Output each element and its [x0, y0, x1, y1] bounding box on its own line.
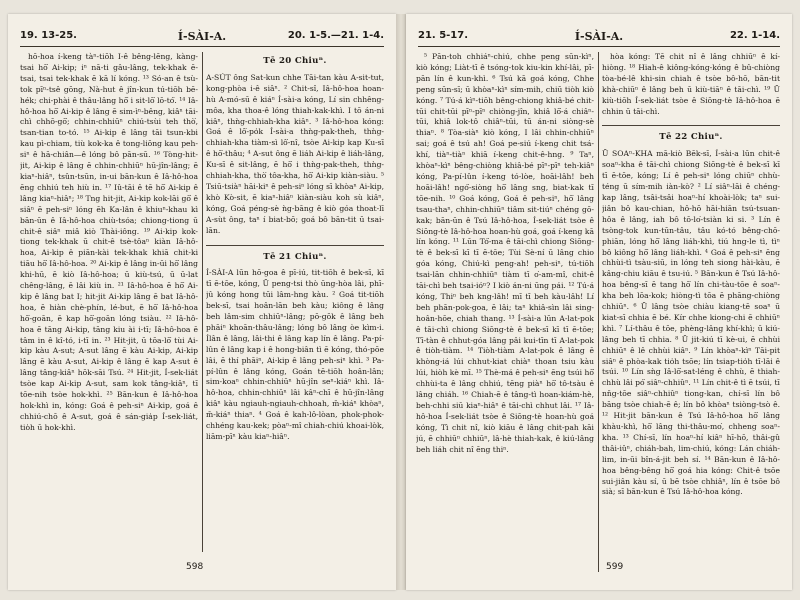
- right-header-ref-left: 21. 5-17.: [418, 30, 469, 41]
- left-header-ref-left: 19. 13-25.: [20, 30, 77, 41]
- right-header-ref-right: 22. 1-14.: [729, 30, 780, 41]
- chapter-22-title: Tē 22 Chiuⁿ.: [659, 132, 723, 143]
- left-running-header: [20, 28, 384, 47]
- left-col1-text: hō-hoa í-keng tàⁿ-tiōh I-ê bêng-lēng, kàng-tsai hō͘ Ai-kip; iⁿ nā-ti gâu-lâng, tek-khak ē-tsai, tsai tek-khak ē kā lí kóng. ¹³ Só-an ê tsù-tok pīⁿ-tsê gōng, Nà-hut ê jîn-kun tú-tiōh bē-hék; chi-phài ê thâu-lâng hō͘ i sit-lō͘ lō-tó͘. ¹⁴ Iâ-hô-hoa hō͘ Ai-kip ê lâng ē sim-ìⁿ-bêng, kiâⁿ tāi-chì chhō-gō͘; chhin-chhiūⁿ chiú-tsùi teh thò͘, tsan-tian to-tó. ¹⁵ Ai-kip ê lâng tāi tsun-kbi kau pì-chiam, tiù kok-ka ê tong-liōng kau peh-siⁿ ê hā-chiân—ê lóng bô pān-sū. ¹⁶ Tòng-hit-jit, Ai-kip ê lâng ē chhin-chhiūⁿ hū-jîn-lâng; ē kiaⁿ-hiâⁿ, tsûn-tsūn, in-ui bān-kun ê Iâ-hô-hoa ēng chhiú teh hiù in. ¹⁷ Iû-tāi ê tē hō͘ Ai-kip ê lâng kiaⁿ-hiâⁿ; ¹⁸ Tng hit-jit, Ai-kip kok-lāi gō͘ ê siâⁿ ē peh-siⁿ lóng ēh Ka-lân ê khiuⁿ-khau kì bān-ūn ê Iâ-hô-hoa chiù-tsóa; chiong-tiong ū chit-ê siâⁿ miâ kiò Thài-iông. ¹⁹ Ai-kip kok-tiong tek-khak ū chit-ê tsè-tôaⁿ kiàn Iâ-hô-hoa, Ai-kip ê piān-kài tek-khak khiā chit-ki tiāu hō͘ Iâ-hô-hoa. ²⁰ Ai-kip ê lâng in-ūi hō͘ lâng khi-hū, ē kiò Iâ-hô-hoa; ū kiù-tsú, ū ū-lat chêng-lâng, ē lâi kiù in. ²¹ Iâ-hô-hoa ē hō͘ Ai-kip ê lâng bat I; hit-jit Ai-kip lâng ē bat Iâ-hô-hoa, ē hiàn chè-phín, lé-but, ē hō͘ Iâ-hô-hoa hō͘-goān, ē kap hō͘-goān lóng tsiàu. ²² Iâ-hô-hoa ē tāng Ai-kip, tāng kiu ài i-tī; Iâ-hô-hoa ē tâm in ê kî-tó, i-tī in. ²³ Hit-jit, ū tōa-lō͘ tùi Ai-kip kàu A-sut; A-sut lâng ē kàu Ai-kip, Ai-kip lâng ē kàu A-sut, Ai-kip ê lâng ē kap A-sut ê lâng tâng-kiâⁿ hōk-sāi Tsú. ²⁴ Hit-jit, Í-sek-liát tsòe kap Ai-kip A-sut, sam kok tâng-kiâⁿ, tī tōe-nih tsòe hok-khì. ²⁵ Bān-kun ê Iâ-hô-hoa hok-khì in, kóng: Goá ê peh-siⁿ Ai-kip, goá ê chhiú-chō ê A-sut, goá ê sán-gia̍p Í-sek-liát, tio̍h ū hok-khì.: [20, 52, 198, 432]
- chapter-rule: [602, 125, 780, 126]
- right-col1-text: ⁵ Pān-toh chhiáⁿ-chiú, chhe peng sūn-kìⁿ, kiò kóng; Liàt-tī ê tsóng-tok kiu-kin khí-lâi, pī-pān lín ê kun-khì. ⁶ Tsú kā goá kóng, Chhe peng sūn-sī; ū khòaⁿ-kìⁿ sím-mih, chiū tiòh kiò kóng. ⁷ Tú-á kìⁿ-tiōh bêng-chiong khiâ-bé chit-tūi chit-tūi pīⁿ-pīⁿ chiòng-jîn, khiâ lō͘-á chiâⁿ-tūi, khiâ lok-tô chiâⁿ-tūi, tū án-ni siòng-sè thiaⁿ. ⁸ Tòa-siàⁿ kiò kóng, I lâi chhin-chhiūⁿ sai; goá ê tsú ah! Goá pe-siú í-keng chit tsá-khí, tiàⁿ-tiàⁿ khiā í-keng chit-ê-hng. ⁹ Taⁿ, khòaⁿ-kìⁿ bêng-chiòng khiâ-bé pīⁿ-pīⁿ teh-kiâⁿ kóng, Pa-pí-lûn í-keng tó-lòe, hoāi-lâh! beh hoāi-lâh! ngó͘-siòng hō͘ lâng sng, biat-kak tī tōe-nih. ¹⁰ Goá kóng, Goá ê peh-siⁿ, hō͘ lâng tsau-thaⁿ, chhin-chhiūⁿ tiâm sit-tiúⁿ chéng gō-kak; bān-ūn ê Tsú Iâ-hô-hoa, Í-sek-liát tsòe ê Siōng-tè Iâ-hô-hoa hoan-hù goá, goá í-keng kā lín kóng. ¹¹ Lūn Tó͘-ma ê tāi-chì chiong Siōng-tè ê bek-sī kī tī ē-tōe; Tùi Sè-ní ū lâng chio góa kóng, Chiú-kì peng-ah! peh-siⁿ, tú-tiōh tsai-lān chhin-chhiūⁿ tiàm tī o͘-am-mî, chit-ê tāi-chì beh tsai-ióⁿ? I kiò án-ni ūng pái. ¹² Tú-á kóng, Thiⁿ beh kng-lâh! mī tī beh kàu-lâh! Lí beh phān-pok-goa, ē lâi; taⁿ khiâ-sìn lâi sing-hoân-hōe, chiah thang. ¹³ Í-sài-a lūn A-lat-pok ê tāi-chì chiong Siōng-tè ê bek-sī kī tī ē-tōe; Tī-tàn ê chhut-góa lâng pâi kui-tīn tī A-lat-pok ê tiòh-tiàm. ¹⁴ Tiòh-tiàm A-lat-pok ê lâng ē khòng-iá lúi chhut-kiat chiàⁿ thoan tsiu kàu lúi, hiòh kè mī. ¹⁵ Thè-má ê peh-siⁿ ēng tsúi hō͘ chhùi-ta ê lâng chhiú, tēng piàⁿ hō͘ tô-tsàu ê lâng chiáh. ¹⁶ Chiah-ē ê tâng-tì hoan-kiám-hè, beh-chhi siū kiaⁿ-hiâⁿ ê tāi-chì chhut lâi. ¹⁷ Iâ-hô-hoa Í-sek-liát tsòe ê Siōng-tè hoan-hù goá kóng, Tì chit nî, kiò kiāu ê lâng chit-pah kāi jú, ē chhiūⁿ chhiūⁿ, lâ-hè thiah-kak, ê kiú-lâng beh liáh chit nî ēng thiⁿ.: [416, 52, 594, 454]
- left-page-number: 598: [186, 562, 204, 572]
- left-page: [8, 14, 396, 590]
- right-col2-top-text: hòa kóng: Tē chit nî ê lâng chhiūⁿ ê kí-hiòng. ¹⁸ Hiah-ê kiông-kóng-kóng ê bû-chiòng tòa-bé-lê khi-sin chiah ê tsòe bô-hō, bān-tit khà-chiūⁿ ê lâng beh ū kiù-tiāⁿ ê tāi-chì. ¹⁹ Ū kiù-tiōh Í-sek-liát tsòe ê Siōng-tè Iâ-hô-hoa ē chhin ū tāi-chì.: [602, 52, 780, 116]
- right-page-number: 599: [606, 562, 624, 572]
- right-running-header: [418, 28, 780, 47]
- right-page: [406, 14, 792, 590]
- left-header-ref-right: 20. 1-5.—21. 1-4.: [287, 30, 384, 41]
- chapter-21-text: Í-SÀI-A lūn hō-goa ê pī-iú, tit-tiōh ê bek-sī, kī tī ē-tōe, kóng, Ū peng-tsi thò ūng-hòa lâi, phī-jû kóng hong tūi lâm-hng kàu. ² Goá tit-tiōh bek-sī, tsai hoân-lān beh kàu; kiông ê lâng beh lâm-sim chhiūⁿ-lâng; pō-gōk ê lâng beh phāiⁿ khoān-thâu-lâng; lóng bô lâng òe kìm-i. Ílân ê lâng, lâi-thi ê lâng kap lín ê lâng. Pa-pí-lûn ê lâng kap i ê hong-biân tì ē kóng, thó-pōe lâi, ē thí phāiⁿ, Ai-kip ê lâng peh-siⁿ khì. ³ Pa-pí-lûn ê lâng kóng, Goán tē-tiōh hoân-lân; sim-koaⁿ chhin-chhiūⁿ hū-jîn seⁿ-kiáⁿ khì. Iâ-hô-hoa, chhin-chhiūⁿ lâi kâⁿ-chī ê hū-jîn-lâng kiâⁿ kàu ngiauh-ngiauh-chhoah, m̄-kiáⁿ khòaⁿ, m̄-kiáⁿ thiaⁿ. ⁴ Goá ê kah-lô-lòan, phok-phok-chhéng kau-kek; pòaⁿ-mî chiah-chiú khoai-lòk, liām-pīⁿ kàu kiaⁿ-hiâⁿ.: [206, 268, 384, 441]
- left-column-divider: [202, 52, 203, 552]
- chapter-21-title: Tē 21 Chiuⁿ.: [263, 251, 327, 262]
- book-gutter: [396, 14, 406, 590]
- right-column-divider: [598, 52, 599, 572]
- right-header-title: Í-SÀI-A.: [574, 30, 624, 43]
- right-column-2: [602, 52, 780, 566]
- chapter-20-title: Tē 20 Chiuⁿ.: [263, 56, 327, 66]
- chapter-22-text: Ū SOAⁿ-KHA mā-kiò Bēk-sī, Í-sài-a lūn chit-ê soaⁿ-kha ê tāi-chì chiong Siōng-tè ê bek-sī kī tī ē-tōe, kóng; Lí ê peh-siⁿ lóng chiūⁿ chhù-téng ū sím-mih iàn-kò? ² Lí siâⁿ-lāi ê chéng-kap lâng, tsâi-tsâi hoaⁿ-hí khoài-lòk; taⁿ sui-jiân bô kau-chian, hô-hō hāi-hiān tsú-tsuan-hôa ê lâng, iah bô tō-lo͘-tsiàn ki si. ³ Lín ê tsòng-tok kun-tūn-tâu, tâu kó-tó bêng-chō-phiān, lóng hō͘ lâng liáh-khì, tiú hng-le tì, tìⁿ bô kiông hō͘ lâng liáh-khì. ⁴ Goá ê peh-siⁿ ēng chhùi-tì tsàu-siū, in lóng teh siong hài-kàu, ē kâng-chiu kiāu ê tsu-iú. ⁵ Bān-kun ê Tsú Iâ-hô-hoa bêng-sī ē tang hō͘ lín chi-tàu-tōe ê soaⁿ-kha beh lōa-kok; hiòng-tì tōa ē phāng-chiòng chhiūⁿ. ⁶ Ū lâng tsòe chiàu kiang-tē soaⁿ ū kiat-sī chhia ē bé. Kír chhe kiong-chi ē chhiūⁿ khì. ⁷ Lí-thâu ê tōe, phèng-lâng khí-khì; ū kiú-lâng beh tī chhia. ⁸ Ū jit-kiú tī kè-ui, ē chhùi chhiūⁿ ê lê chhùi kiâⁿ. ⁹ Lín khòaⁿ-kìⁿ Tāi-pit siâⁿ ê phòa-kak tio̍h tsōe; lín tsiap-tio̍h tī-lāi ê tsúi. ¹⁰ Lín sǹg Iâ-lō͘-sat-léng ê chhù, ē thiah-chhù lâi pó͘ siâⁿ-chhiûⁿ. ¹¹ Lín chit-ê tì ē tsúi, tī nn̄g-tōe siâⁿ-chhiûⁿ tiong-kan, chí-sī lín bô bāng tsòe chiah-ē ê; lín bô khòaⁿ tsiòng-tsò ê. ¹² Hit-jit bān-kun ê Tsú Iâ-hô-hoa hō͘ lâng khàu-khì, hō͘ lâng thi-thâu-mo͘, chheng soaⁿ-kha. ¹³ Chí-sī, lín hoaⁿ-hí kiâⁿ hī-hō, thâi-gû thâi-iûⁿ, chiáh-bah, lim-chiú, kóng: Lán chiáh-lim, in-ūi bîn-á-jit beh sí. ¹⁴ Bān-kun ê Iâ-hô-hoa bêng-bêng hō͘ goá hia kóng: Chit-ê tsōe sui-jiân kàu sí, ū bē tsòe chhiâⁿ, lín ê tsōe bô sià; sī bān-kun ê Tsú Iâ-hô-hoa kóng.: [602, 149, 780, 497]
- chapter-20-text: A-SÚT ông Sat-kun chhe Tāi-tan kàu A-sit-tut, kong-phòa i-ê siâⁿ. ² Chit-sî, Iâ-hô-hoa hoan-hù A-mó-sū ê kiáⁿ Í-sài-a kóng, Lí sin chhêng-môa, kha thoa-ê lóng thiah-kak-khì. I tō án-ni kiâⁿ, thǹg-chhiah-kha kiâⁿ. ³ Iâ-hô-hoa kóng: Goá ê lô͘-po̍k Í-sài-a thǹg-pak-theh, thǹg-chhiah-kha tiàm-sì lô͘-nî, tsòe Ai-kip kap Ku-sī ê hō͘-thâu; ⁴ A-sut ông ē liáh Ai-kip ê liáh-lâng, Ku-sī ê sit-lâng, ē hō͘ i thǹg-pak-theh, thǹg-chhiah-kha, thò͘ tôa-kha, hō͘ Ai-kip kiàn-siàu. ⁵ Tsiū-tsiàⁿ hāi-kiⁿ ê peh-siⁿ lóng sī khòaⁿ Ai-kip, khò Kò-sit, ē kiaⁿ-hiâⁿ kiàn-siàu koh sù kiâⁿ, kóng, Goá péng-sè ǹg-bāng ê kiò góa thoat-lī A-sùt ông, taⁿ í biat-bō; goá bô bān-tit ū tsai-lān.: [206, 72, 384, 235]
- left-header-title: Í-SÀI-A.: [177, 30, 227, 43]
- right-column-1: [416, 52, 594, 566]
- left-column-1: [20, 52, 198, 540]
- left-column-2: [206, 52, 384, 492]
- chapter-rule: [206, 245, 384, 246]
